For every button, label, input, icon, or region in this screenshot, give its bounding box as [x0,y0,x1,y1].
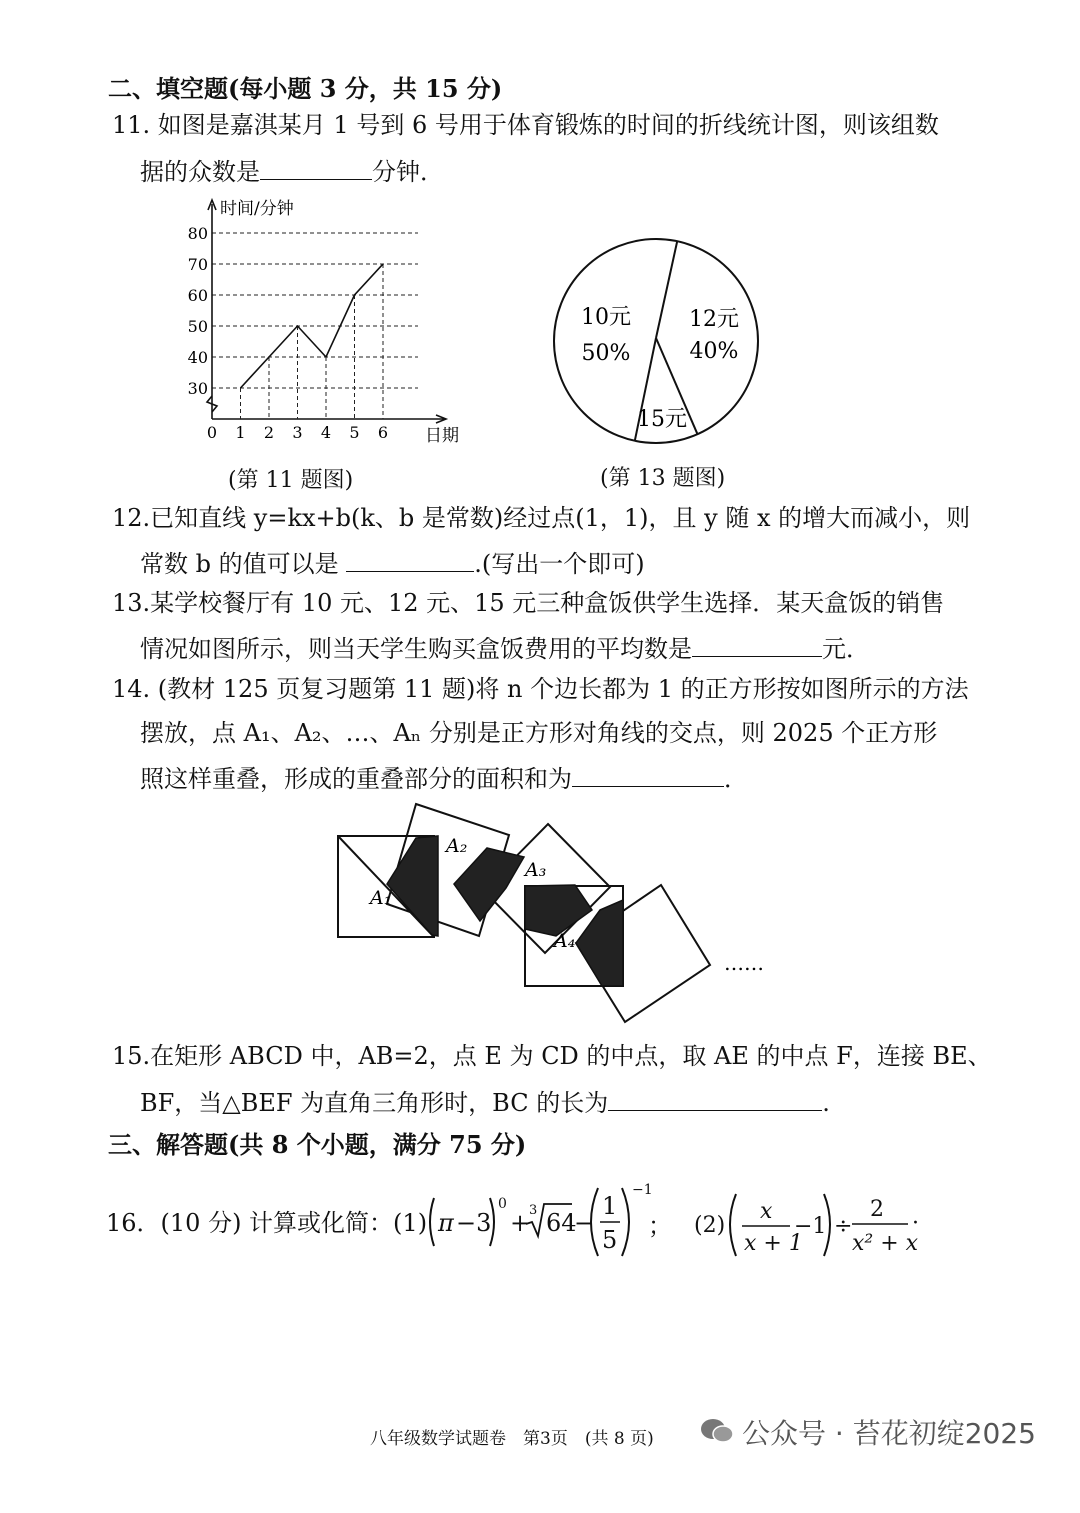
q11-text-a: 据的众数是 [140,158,260,186]
slice-label: 12元 [689,307,739,332]
q16-expression-1 [426,1178,676,1268]
y-axis-label: 时间/分钟 [220,199,294,219]
chart-marks [240,264,383,419]
slice-label: 15元 [637,407,687,432]
slice-boundary-1 [656,241,677,338]
expr-minus: − [574,1209,595,1237]
q13-text-b: 元． [822,635,870,663]
label-a1: A₁ [370,887,392,909]
page-footer: 八年级数学试题卷 第3页 (共 8 页) [370,1429,654,1449]
q11-caption: (第 11 题图) [228,468,354,493]
y-tick-label: 30 [187,379,208,398]
q14-text-a: 照这样重叠，形成的重叠部分的面积和为 [140,765,572,793]
expr-frac-den: 5 [602,1226,618,1254]
expr-pi: π [438,1209,454,1237]
y-tick-label: 80 [187,224,208,243]
x-tick-label: 0 [206,423,218,442]
q13-caption: (第 13 题图) [600,466,726,491]
q13-answer-blank[interactable] [692,632,822,657]
expr-exp-neg1: −1 [632,1182,653,1198]
q15-line2 [140,1086,830,1118]
q14-answer-blank[interactable] [572,762,724,787]
y-tick-label: 60 [187,286,208,305]
ellipsis: …… [724,951,764,975]
expr2-minus1: −1 [794,1214,827,1239]
watermark-text: 公众号 · 苔花初绽2025 [742,1417,1036,1450]
x-tick-label: 1 [235,423,246,442]
q11-text-b: 分钟． [372,158,444,186]
x-tick-label: 6 [377,423,389,442]
q15-answer-blank[interactable] [608,1086,822,1111]
q11-line1: 11. 如图是嘉淇某月 1 号到 6 号用于体育锻炼的时间的折线统计图，则该组数 [112,111,939,139]
expr-minus3: −3 [456,1209,492,1237]
q12-answer-blank[interactable] [346,547,474,572]
chart-labels [188,199,459,446]
slice-label: 10元 [581,305,631,330]
expr2-div: ÷ [834,1214,853,1239]
q12-line1: 12.已知直线 y=kx+b(k、b 是常数)经过点(1，1)，且 y 随 x 的增大而减小，则 [112,504,971,532]
x-axis-label: 日期 [425,426,459,446]
section2-heading: 二、填空题(每小题 3 分，共 15 分) [108,74,503,103]
label-a2: A₂ [446,835,468,857]
expr-exp0: 0 [498,1196,507,1212]
section3-heading: 三、解答题(共 8 个小题，满分 75 分) [108,1130,527,1159]
q13-pie-chart [548,226,778,456]
q14-line1: 14. (教材 125 页复习题第 11 题)将 n 个边长都为 1 的正方形按如图所示的方法 [112,675,969,703]
expr-root-index: 3 [529,1203,538,1218]
q11-line-chart [180,192,470,452]
q13-line2 [140,632,870,664]
overlap-1 [387,836,438,936]
q16-expression-2 [694,1180,934,1270]
expr2-den2: x² + x [852,1231,919,1256]
y-tick-label: 50 [187,317,208,336]
expr-plus: + [510,1209,531,1237]
q11-line2 [140,155,444,187]
q11-answer-blank[interactable] [260,155,372,180]
q15-line1: 15.在矩形 ABCD 中，AB=2，点 E 为 CD 的中点，取 AE 的中点 F，连接 BE、 [112,1042,992,1070]
expr-64: 64 [546,1209,577,1237]
label-a3: A₃ [525,859,547,881]
q13-line1: 13.某学校餐厅有 10 元、12 元、15 元三种盒饭供学生选择．某天盒饭的销售 [112,589,945,617]
q14-line2: 摆放，点 A₁、A₂、…、Aₙ 分别是正方形对角线的交点，则 2025 个正方形 [140,719,938,747]
slice-percent: 50% [581,341,631,366]
x-tick-label: 4 [320,423,332,442]
q14-squares-figure [330,800,780,1030]
q12-text-a: 常数 b 的值可以是 [140,550,339,578]
q15-text-a: BF，当△BEF 为直角三角形时，BC 的长为 [140,1089,609,1117]
x-tick-label: 3 [292,423,303,442]
overlap-3 [525,885,592,936]
expr-semicolon: ； [648,1212,672,1240]
chart-grid [212,233,418,388]
expr-frac-num: 1 [602,1192,618,1220]
q16-prefix: 16．(10 分) 计算或化简：(1) [106,1209,428,1237]
expr2-den: x + 1 [744,1231,803,1256]
q15-text-b: . [822,1089,830,1117]
q13-text-a: 情况如图所示，则当天学生购买盒饭费用的平均数是 [140,635,692,663]
q12-text-b: .(写出一个即可) [474,550,645,578]
expr2-dot: · [912,1211,919,1236]
q12-line2 [140,547,645,579]
q14-line3 [140,762,748,794]
wechat-icon [700,1417,734,1445]
x-tick-label: 5 [349,423,360,442]
x-tick-label: 2 [263,423,275,442]
slice-percent: 40% [689,339,739,364]
y-tick-label: 70 [187,255,208,274]
expr2-label: (2) [694,1213,726,1238]
y-tick-label: 40 [187,348,208,367]
label-a4: A₄ [554,930,576,952]
expr2-num-x: x [760,1199,773,1224]
expr2-num-2: 2 [870,1197,884,1222]
q14-text-b: ． [724,765,748,793]
overlap-2 [454,848,524,921]
